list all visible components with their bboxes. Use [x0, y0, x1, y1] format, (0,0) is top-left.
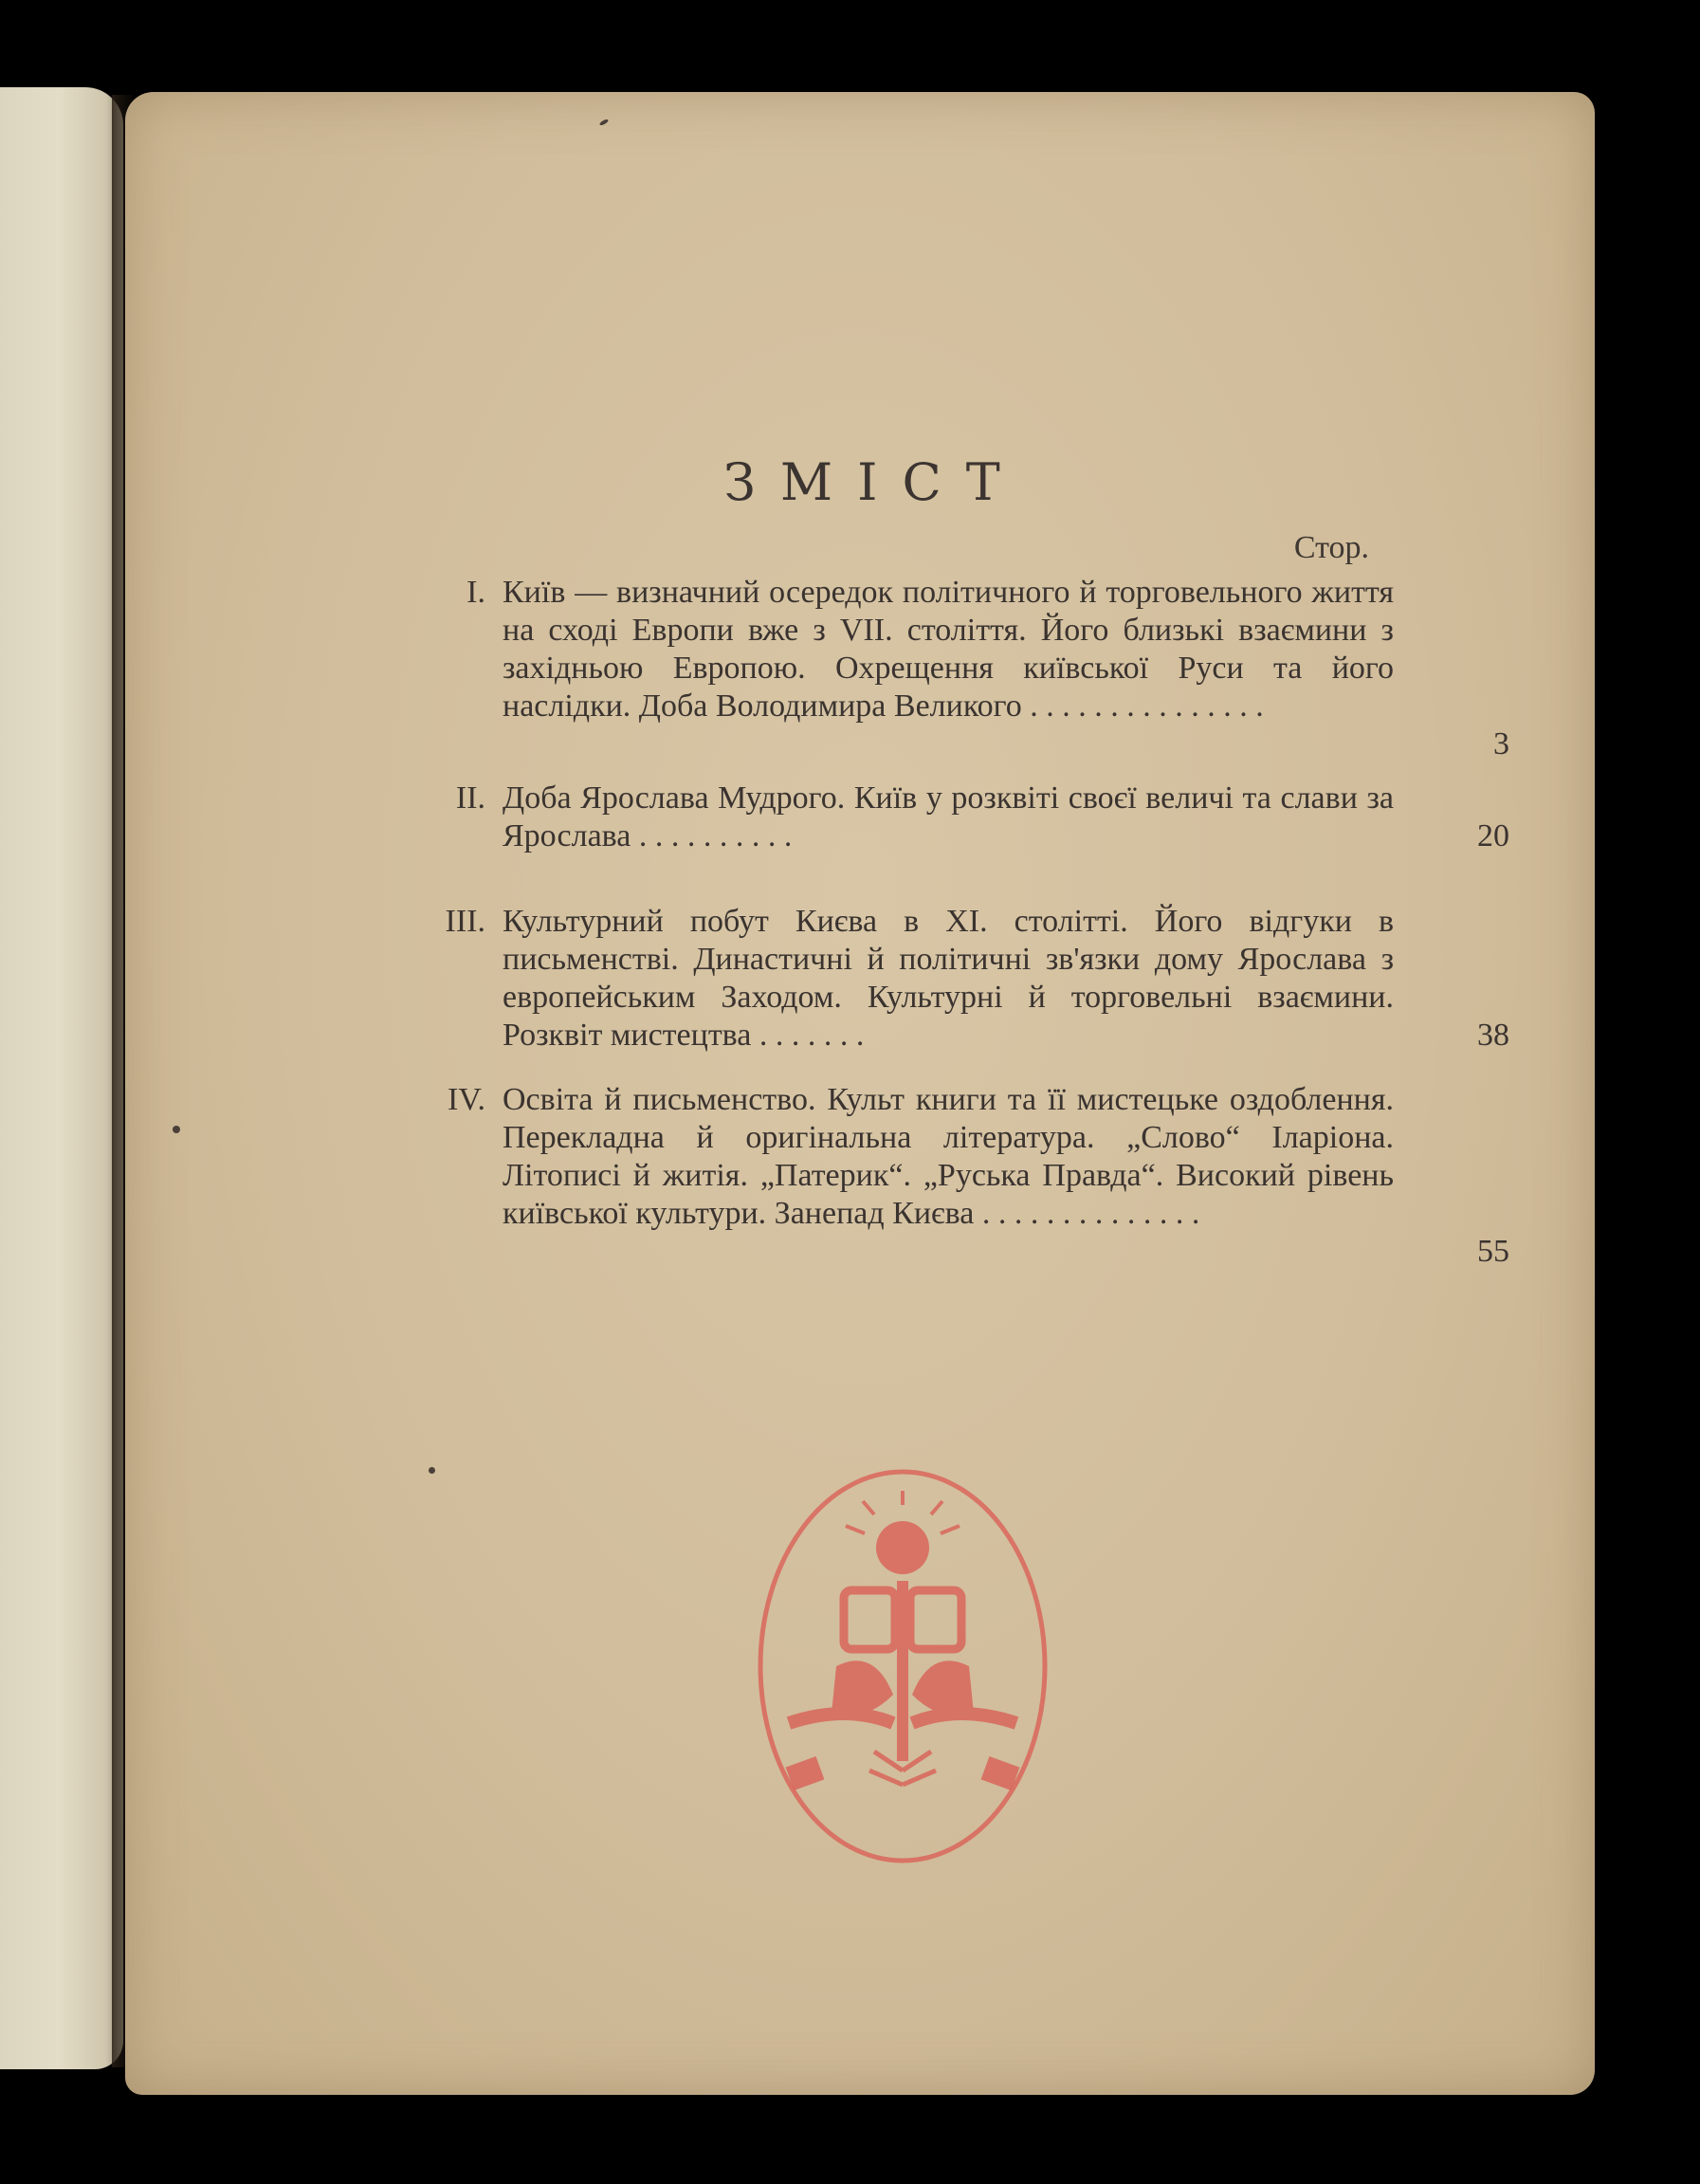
stamp-emblem-icon: [786, 1491, 1020, 1790]
toc-entry-text: Київ — визначний осередок політичного й торговельного життя на сході Европи вже з VII. століття. Його близькі взаємини з західньою Европою. Охрещення київської Руси та його наслідки. Доба Володимира Великого . . . . . . . . . . . . . . .: [503, 575, 1394, 724]
toc-entry-page: 38: [1477, 1018, 1509, 1053]
previous-page-edge: [0, 87, 123, 2069]
toc-entry-4: [353, 1081, 1509, 1271]
paper-speck: [599, 119, 610, 126]
toc-entry-page: 20: [1477, 818, 1509, 853]
ex-libris-stamp: [732, 1439, 1073, 1875]
table-of-contents-heading: ЗМІСТ: [723, 452, 1025, 512]
toc-entry-number: III.: [445, 904, 485, 939]
paper-speck: [429, 1467, 435, 1474]
page-column-label: Стор.: [1293, 530, 1369, 565]
toc-entry-text: Доба Ярослава Мудрого. Київ у розквіті своєї величі та слави за Ярослава . . . . . . . . . .: [503, 780, 1394, 853]
toc-entry-number: II.: [455, 780, 485, 816]
toc-entry-page: 55: [1477, 1234, 1509, 1269]
paper-speck: [173, 1126, 180, 1133]
toc-entry-1: [353, 574, 1509, 763]
toc-entry-text: Культурний побут Києва в XI. столітті. Його відгуки в письменстві. Династичні й політичні зв'язки дому Ярослава з европейським Заходом. Культурні й торговельні взаємини. Розквіт мистецтва . . . . . . .: [503, 904, 1394, 1053]
book-page: [125, 92, 1595, 2095]
toc-entry-3: [353, 903, 1509, 1092]
toc-entry-number: I.: [466, 575, 485, 610]
toc-entry-text: Освіта й письменство. Культ книги та її мистецьке оздоблення. Перекладна й оригінальна література. „Слово“ Іларіона. Літописі й житія. „Патерик“. „Руська Правда“. Високий рівень київської культури. Занепад Києва . . . . . . . . . . . . . .: [503, 1082, 1394, 1231]
toc-entry-number: IV.: [448, 1082, 485, 1117]
toc-entry-page: 3: [1493, 726, 1509, 762]
